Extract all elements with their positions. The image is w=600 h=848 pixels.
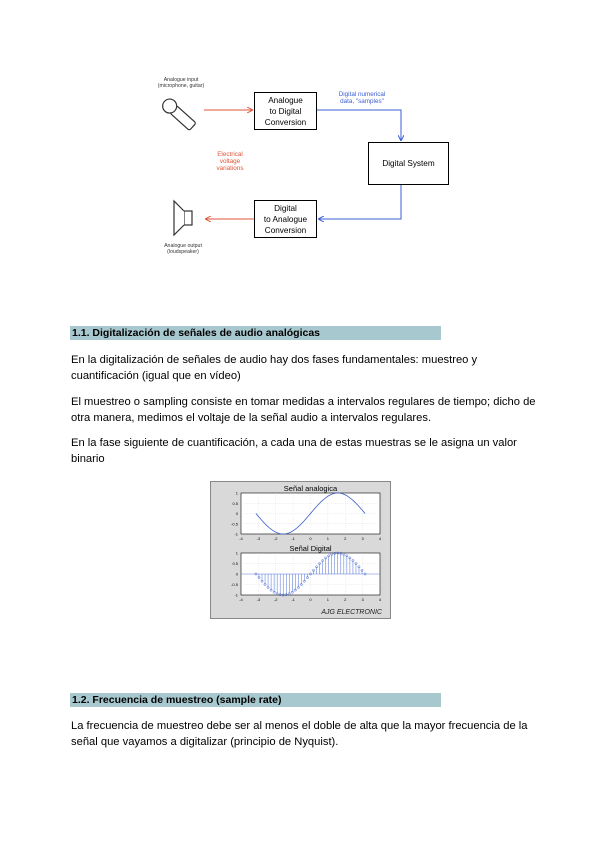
x-tick-label: -4 <box>239 597 243 602</box>
adc-to-system-arrow <box>317 110 401 140</box>
y-tick-label: 0 <box>235 511 238 516</box>
paragraph-sampling: El muestreo o sampling consiste en tomar medidas a intervalos regulares de tiempo; dicho de otra manera, medimos el voltaje de la señal audio a intervalos regulares. <box>71 396 536 424</box>
y-tick-label: 1 <box>235 490 238 496</box>
x-tick-label: 0 <box>309 597 312 602</box>
y-tick-label: -0.5 <box>231 521 238 527</box>
y-tick-label: -1 <box>234 592 238 598</box>
y-tick-label: 0.5 <box>232 561 238 566</box>
y-tick-label: 0.5 <box>232 500 238 506</box>
x-tick-label: 1 <box>326 597 329 602</box>
x-tick-label: 4 <box>378 597 382 602</box>
section-heading-digitalization: 1.1. Digitalización de señales de audio analógicas <box>70 326 441 340</box>
x-tick-label: 2 <box>344 536 347 541</box>
system-to-dac-arrow <box>319 185 401 219</box>
x-tick-label: 1 <box>326 536 329 541</box>
loudspeaker-icon <box>170 198 198 238</box>
x-tick-label: -2 <box>273 536 278 541</box>
voltage-label: Electrical voltage variations <box>216 151 244 172</box>
x-tick-label: -2 <box>273 597 278 602</box>
plot-title: Señal analogica <box>283 484 338 493</box>
x-tick-label: -3 <box>256 536 261 541</box>
analogue-input-label: Analogue input (microphone, guitar) <box>157 77 205 89</box>
x-tick-label: 3 <box>361 597 364 602</box>
watermark-text: AJG ELECTRONIC <box>321 609 382 616</box>
paragraph-quantization: En la fase siguiente de cuantificación, a cada una de estas muestras se le asigna un valor binario <box>71 437 517 465</box>
y-tick-label: 1 <box>235 550 238 556</box>
x-tick-label: 4 <box>378 536 382 541</box>
y-tick-label: -0.5 <box>231 582 238 587</box>
paragraph-nyquist: La frecuencia de muestreo debe ser al menos el doble de alta que la mayor frecuencia de la señal que vayamos a digitalizar (principio de Nyquist). <box>71 720 528 748</box>
x-tick-label: -1 <box>291 597 295 602</box>
x-tick-label: -1 <box>291 536 295 541</box>
y-tick-label: -1 <box>234 531 238 537</box>
digital-data-label: Digital numerical data, "samples" <box>338 91 386 105</box>
paragraph-phases: En la digitalización de señales de audio hay dos fases fundamentales: muestreo y cuantificación (igual que en vídeo) <box>71 354 478 382</box>
section-heading-sample-rate: 1.2. Frecuencia de muestreo (sample rate) <box>70 693 441 707</box>
signal-figure <box>210 481 391 619</box>
signal-plots <box>211 482 390 618</box>
x-tick-label: -3 <box>256 597 261 602</box>
x-tick-label: 2 <box>344 597 347 602</box>
y-tick-label: 0 <box>235 571 238 577</box>
plot-title: Señal Digital <box>289 544 332 553</box>
x-tick-label: 0 <box>309 536 312 541</box>
diagram-arrows <box>0 0 600 270</box>
digital-system-box: Digital System <box>368 142 449 185</box>
x-tick-label: -4 <box>239 536 243 541</box>
x-tick-label: 3 <box>361 536 364 541</box>
analogue-output-label: Analogue output (loudspeaker) <box>164 243 202 255</box>
dac-box: Digital to Analogue Conversion <box>254 200 317 238</box>
adc-box: Analogue to Digital Conversion <box>254 92 317 130</box>
